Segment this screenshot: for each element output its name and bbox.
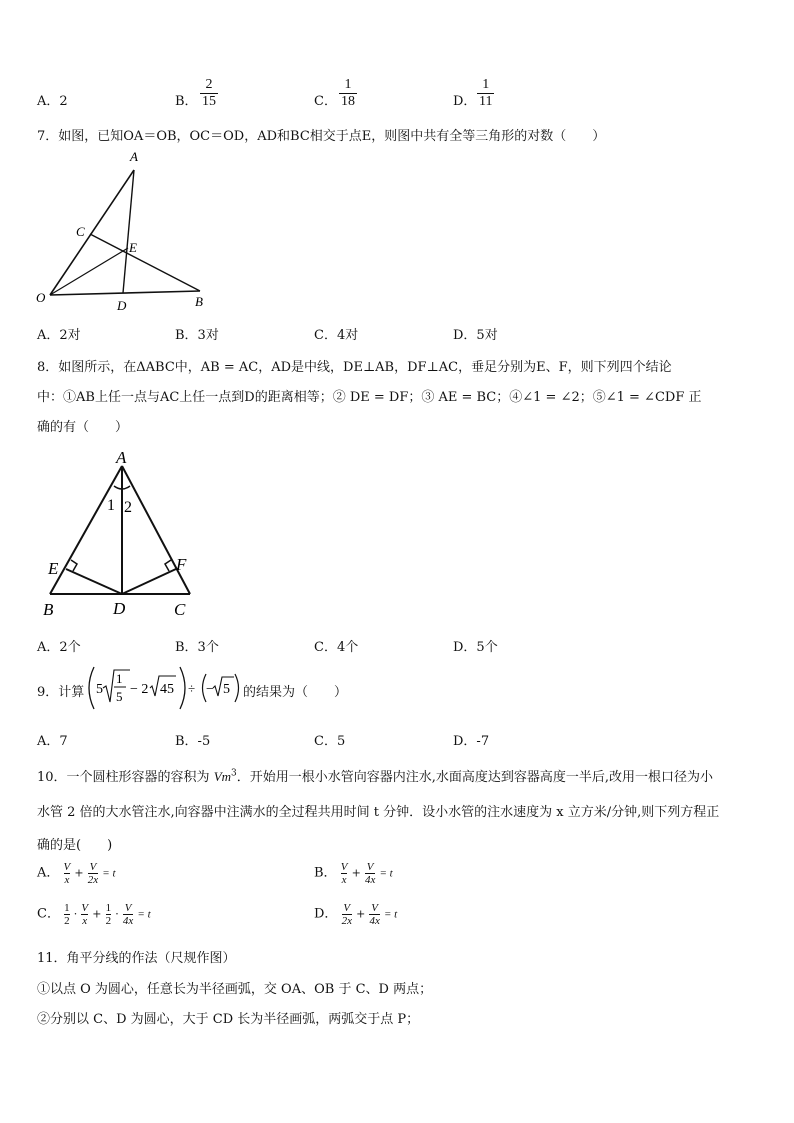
q7-figure [30,148,210,316]
q7-option-d: D．5对 [453,328,498,343]
frac-denominator: 5 [116,689,123,704]
frac: $\frac{V}{2x}$ [87,861,99,886]
q11-title: 11．角平分线的作法（尺规作图） [37,951,236,966]
q8-figure [40,446,200,621]
q10-line1-b: ．开始用一根小水管向容器内注水,水面高度达到容器高度一半后,改用一根口径为小 [236,770,714,785]
label-D: D [117,298,127,313]
frac: $\frac{V}{x}$ [63,861,71,886]
q9-prefix: 9．计算 [37,685,85,700]
q8-option-a: A．2个 [37,640,81,655]
q9-option-d: D．-7 [453,734,490,749]
segment-CB [90,234,200,291]
q7-option-b: B．3对 [175,328,219,343]
divide-sign: ÷ [188,681,196,696]
option-label: A． [37,865,60,881]
frac: $\frac{V}{2x}$ [341,902,352,927]
option-label: D． [314,906,338,922]
q10-option-d: D． $\frac{V}{2x}$ + $\frac{V}{4x}$ = t [314,902,398,927]
q11-step2: ②分别以 C、D 为圆心，大于 CD 长为半径画弧，两弧交于点 P； [37,1012,420,1027]
q9-option-b: B．-5 [175,734,211,749]
denominator: 15 [202,94,216,109]
label-D: D [113,599,126,618]
q8-option-d: D．5个 [453,640,498,655]
label-O: O [36,290,46,305]
q6-option-b-label: B． [175,94,198,109]
denominator: 11 [479,94,493,109]
q8-option-c: C．4个 [314,640,359,655]
frac: $\frac{1}{2}$ [105,902,112,927]
label-E: E [48,559,59,578]
right-angle-E [71,560,77,571]
label-A: A [116,448,127,467]
label-A: A [130,149,138,164]
q9-option-a: A．7 [37,734,68,749]
radicand-45: 45 [160,682,174,697]
q10-line1-a: 10．一个圆柱形容器的容积为 [37,770,214,785]
frac: $\frac{V}{x}$ [340,861,348,886]
neg-sign: − [206,682,214,697]
segment-OE [50,248,128,295]
paren-left [89,667,94,709]
denominator: 18 [341,94,355,109]
q8-stem-line2: 中：①AB上任一点与AC上任一点到D的距离相等；② DE = DF；③ AE = BC；④∠1 = ∠2；⑤∠1 = ∠CDF 正 [37,390,702,405]
q6-option-a: A．2 [37,94,68,109]
q10-volume: V [213,769,222,784]
frac: $\frac{V}{4x}$ [369,902,380,927]
minus-two: − 2 [130,682,149,697]
frac-numerator: 1 [116,671,123,686]
q8-stem-line3: 确的有（ ） [37,420,129,435]
label-C: C [76,224,85,239]
segment-AD [123,170,134,293]
q10-stem-line3: 确的是( ) [37,838,113,853]
q10-stem-line1 [37,766,713,785]
frac: $\frac{V}{x}$ [81,902,89,927]
label-B: B [43,600,54,619]
paren-right [180,667,185,709]
q6-option-d-fraction [477,77,494,110]
segment-OB [50,291,200,295]
q7-stem: 7．如图，已知OA＝OB，OC＝OD，AD和BC相交于点E，则图中共有全等三角形的对数（ ） [37,129,606,144]
label-E: E [129,240,137,255]
label-F: F [176,555,187,574]
q6-option-c-label: C． [314,94,337,109]
q7-option-c: C．4对 [314,328,359,343]
q9-option-c: C．5 [314,734,346,749]
q6-option-d-label: D． [453,94,477,109]
q7-option-a: A．2对 [37,328,81,343]
q10-stem-line2: 水管 2 倍的大水管注水,向容器中注满水的全过程共用时间 t 分钟．设小水管的注水速度为 x 立方米/分钟,则下列方程正 [37,805,720,820]
q11-step1: ①以点 O 为圆心，任意长为半径画弧，交 OA、OB 于 C、D 两点； [37,982,433,997]
coef: 5 [96,682,103,697]
segment-OA [50,170,134,295]
q6-option-b-fraction [200,77,218,110]
numerator: 2 [200,77,218,94]
q9-suffix: 的结果为（ ） [243,685,348,700]
label-angle-1: 1 [107,497,115,514]
q10-unit-exp: 3 [231,768,237,779]
label-angle-2: 2 [124,499,132,516]
segment-DE [66,569,122,594]
q8-stem-line1: 8．如图所示，在ΔABC中，AB = AC，AD是中线，DE⊥AB，DF⊥AC，垂足分别为E、F，则下列四个结论 [37,360,672,375]
paren2-right [235,674,239,702]
frac: $\frac{V}{4x}$ [364,861,376,886]
option-label: C． [37,906,60,922]
label-B: B [195,294,203,309]
numerator: 1 [477,77,494,94]
q10-unit: m [221,769,232,784]
q8-option-b: B．3个 [175,640,219,655]
q6-option-c-fraction [339,77,357,110]
label-C: C [174,600,186,619]
q10-option-a: A． $\frac{V}{x}$ + $\frac{V}{2x}$ = t [37,861,116,886]
segment-AB [50,466,122,594]
frac: $\frac{1}{2}$ [64,902,70,927]
segment-AC [122,466,190,594]
numerator: 1 [339,77,357,94]
q10-option-c: C． $\frac{1}{2}$ · $\frac{V}{x}$ + $\frac{1}{2}$ · $\frac{V}{4x}$ = t [37,902,151,927]
radicand-5: 5 [223,682,230,697]
frac: $\frac{V}{4x}$ [122,902,134,927]
segment-DF [122,569,176,594]
right-angle-F [165,560,171,571]
q10-option-b: B． $\frac{V}{x}$ + $\frac{V}{4x}$ = t [314,861,393,886]
option-label: B． [314,865,337,881]
